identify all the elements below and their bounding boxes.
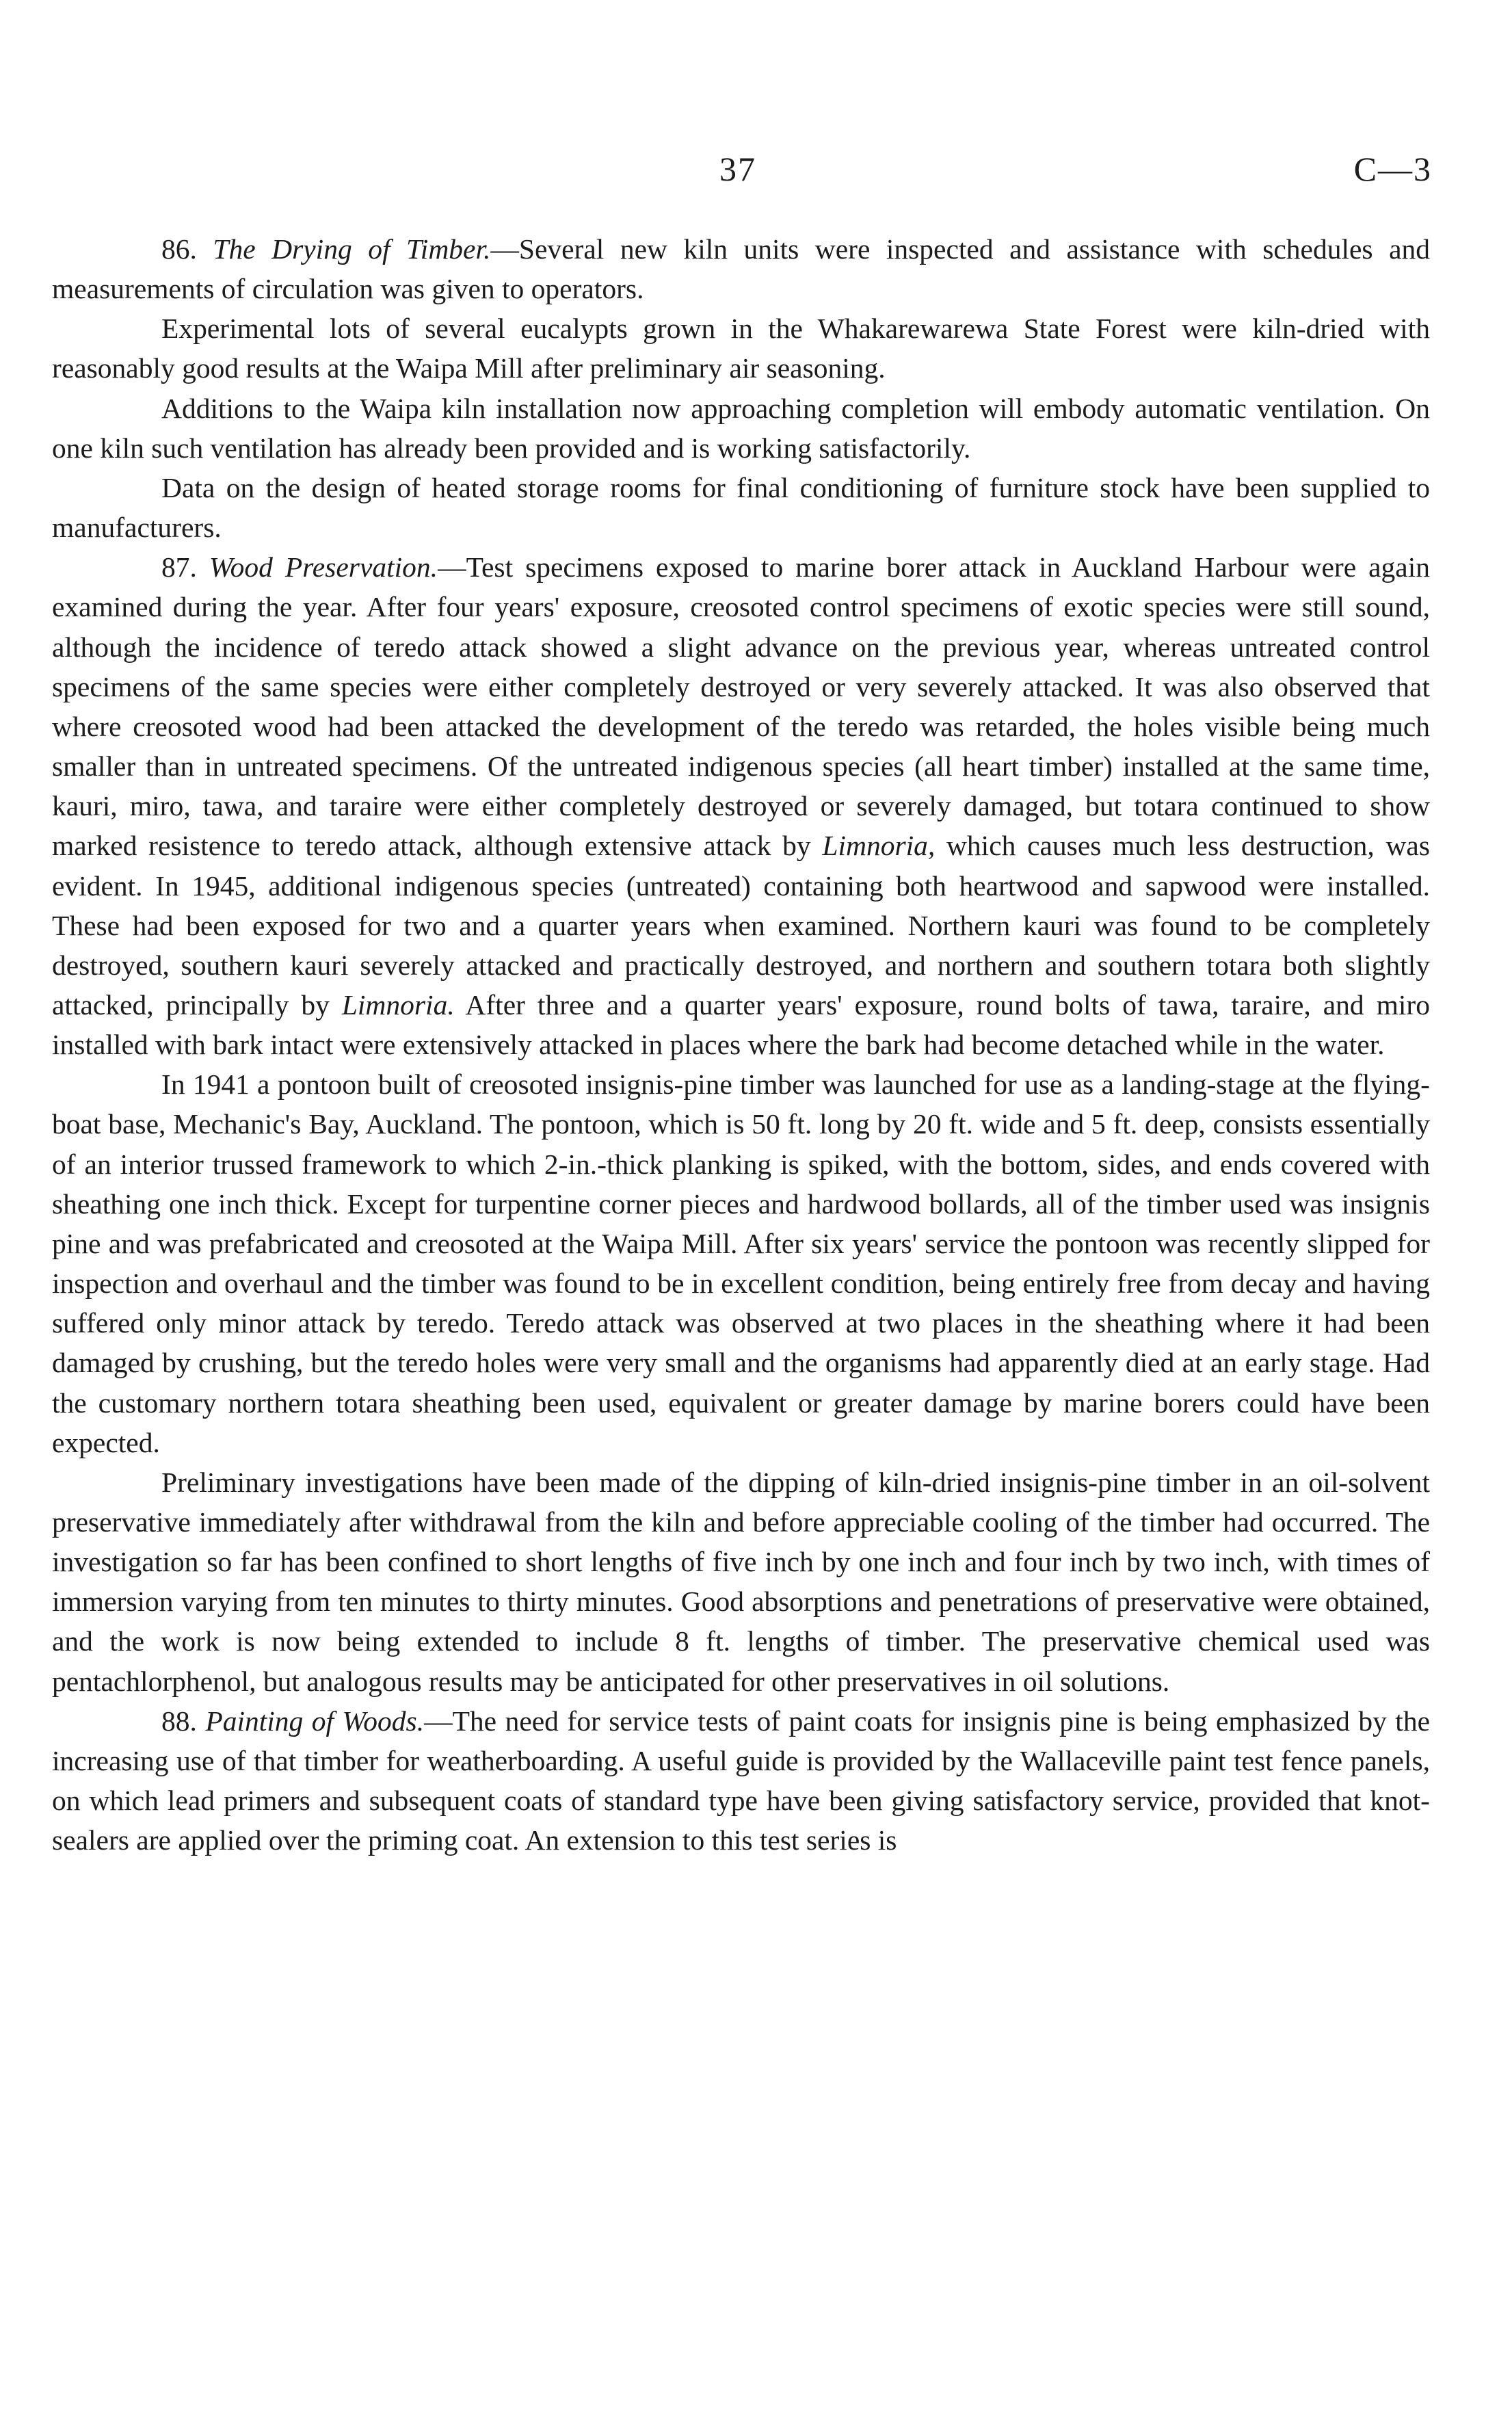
paragraph-text: —Test specimens exposed to marine borer attack in Auckland Harbour were again examined during the year. After four years' exposure, creosoted control specimens of exotic species were still sound, although the incidence of teredo attack showed a slight advance on the previous year, whereas untreated control specimens of the same species were either completely destroyed or very severely attacked. It was also observed that where creosoted wood had been attacked the development of the teredo was retarded, the holes visible being much smaller than in untreated specimens. Of the untreated indigenous species (all heart timber) installed at the same time, kauri, miro, tawa, and taraire were either completely destroyed or severely damaged, but totara continued to show marked resistence to teredo attack, although extensive attack by: [52, 551, 1430, 862]
paragraph-drying-of-timber: [52, 229, 1430, 308]
species-name-italic: Limnoria.: [341, 988, 455, 1021]
paragraph-text: Experimental lots of several eucalypts grown in the Whakarewarewa State Forest were kiln-dried with reasonably good results at the Waipa Mill after preliminary air seasoning.: [52, 313, 1430, 384]
paragraph-dipping-investigation: [52, 1462, 1430, 1701]
paragraph-storage-rooms: [52, 468, 1430, 547]
section-number: 88.: [161, 1705, 197, 1737]
section-number: 86.: [161, 233, 197, 265]
paragraph-eucalypts: [52, 308, 1430, 388]
section-heading-drying-of-timber: The Drying of Timber.: [213, 233, 491, 265]
paragraph-text: After three and a quarter years' exposure, round bolts of tawa, taraire, and miro installed with bark intact were extensively attacked in places where the bark had become detached while in the water.: [52, 988, 1430, 1061]
paragraph-kiln-ventilation: [52, 389, 1430, 468]
section-heading-wood-preservation: Wood Preservation.: [209, 551, 438, 583]
species-name-italic: Limnoria,: [822, 830, 936, 862]
body-text: [52, 229, 1430, 1860]
paragraph-text: In 1941 a pontoon built of creosoted insignis-pine timber was launched for use as a landing-stage at the flying-boat base, Mechanic's Bay, Auckland. The pontoon, which is 50 ft. long by 20 ft. wide and 5 ft. deep, consists essentially of an interior trussed framework to which 2-in.-thick planking is spiked, with the bottom, sides, and ends covered with sheathing one inch thick. Except for turpentine corner pieces and hardwood bollards, all of the timber used was insignis pine and was prefabricated and creosoted at the Waipa Mill. After six years' service the pontoon was recently slipped for inspection and overhaul and the timber was found to be in excellent condition, being entirely free from decay and having suffered only minor attack by teredo. Teredo attack was observed at two places in the sheathing where it had been damaged by crushing, but the teredo holes were very small and the organisms had apparently died at an early stage. Had the customary northern totara sheathing been used, equivalent or greater damage by marine borers could have been expected.: [52, 1068, 1430, 1458]
paragraph-pontoon: [52, 1064, 1430, 1462]
paragraph-wood-preservation: [52, 547, 1430, 1064]
paragraph-text: Data on the design of heated storage rooms for final conditioning of furniture stock have been supplied to manufacturers.: [52, 471, 1430, 544]
paragraph-painting-of-woods: [52, 1701, 1430, 1861]
section-heading-painting-of-woods: Painting of Woods.: [205, 1705, 425, 1737]
paragraph-text: —Several new kiln units were inspected and assistance with schedules and measurements of circulation was given to operators.: [52, 233, 1430, 305]
page-number: 37: [719, 150, 756, 188]
document-reference: C—3: [1353, 150, 1432, 188]
paragraph-text: Preliminary investigations have been made of the dipping of kiln-dried insignis-pine timber in an oil-solvent preservative immediately after withdrawal from the kiln and before appreciable cooling of the timber had occurred. The investigation so far has been confined to short lengths of five inch by one inch and four inch by two inch, with times of immersion varying from ten minutes to thirty minutes. Good absorptions and penetrations of preservative were obtained, and the work is now being extended to include 8 ft. lengths of timber. The preservative chemical used was pentachlorphenol, but analogous results may be anticipated for other preservatives in oil solutions.: [52, 1466, 1430, 1697]
page-header: [0, 145, 1512, 193]
paragraph-text: Additions to the Waipa kiln installation now approaching completion will embody automatic ventilation. On one kiln such ventilation has already been provided and is working satisfactorily.: [52, 392, 1430, 464]
section-number: 87.: [161, 551, 197, 583]
paragraph-text: —The need for service tests of paint coats for insignis pine is being emphasized by the increasing use of that timber for weatherboarding. A useful guide is provided by the Wallaceville paint test fence panels, on which lead primers and subsequent coats of standard type have been giving satisfactory service, provided that knot-sealers are applied over the priming coat. An extension to this test series is: [52, 1705, 1431, 1856]
paragraph-text: which causes much less destruction, was evident. In 1945, additional indigenous species (untreated) containing both heartwood and sapwood were installed. These had been exposed for two and a quarter years when examined. Northern kauri was found to be completely destroyed, southern kauri severely attacked and practically destroyed, and northern and southern totara both slightly attacked, principally by: [52, 830, 1430, 1021]
